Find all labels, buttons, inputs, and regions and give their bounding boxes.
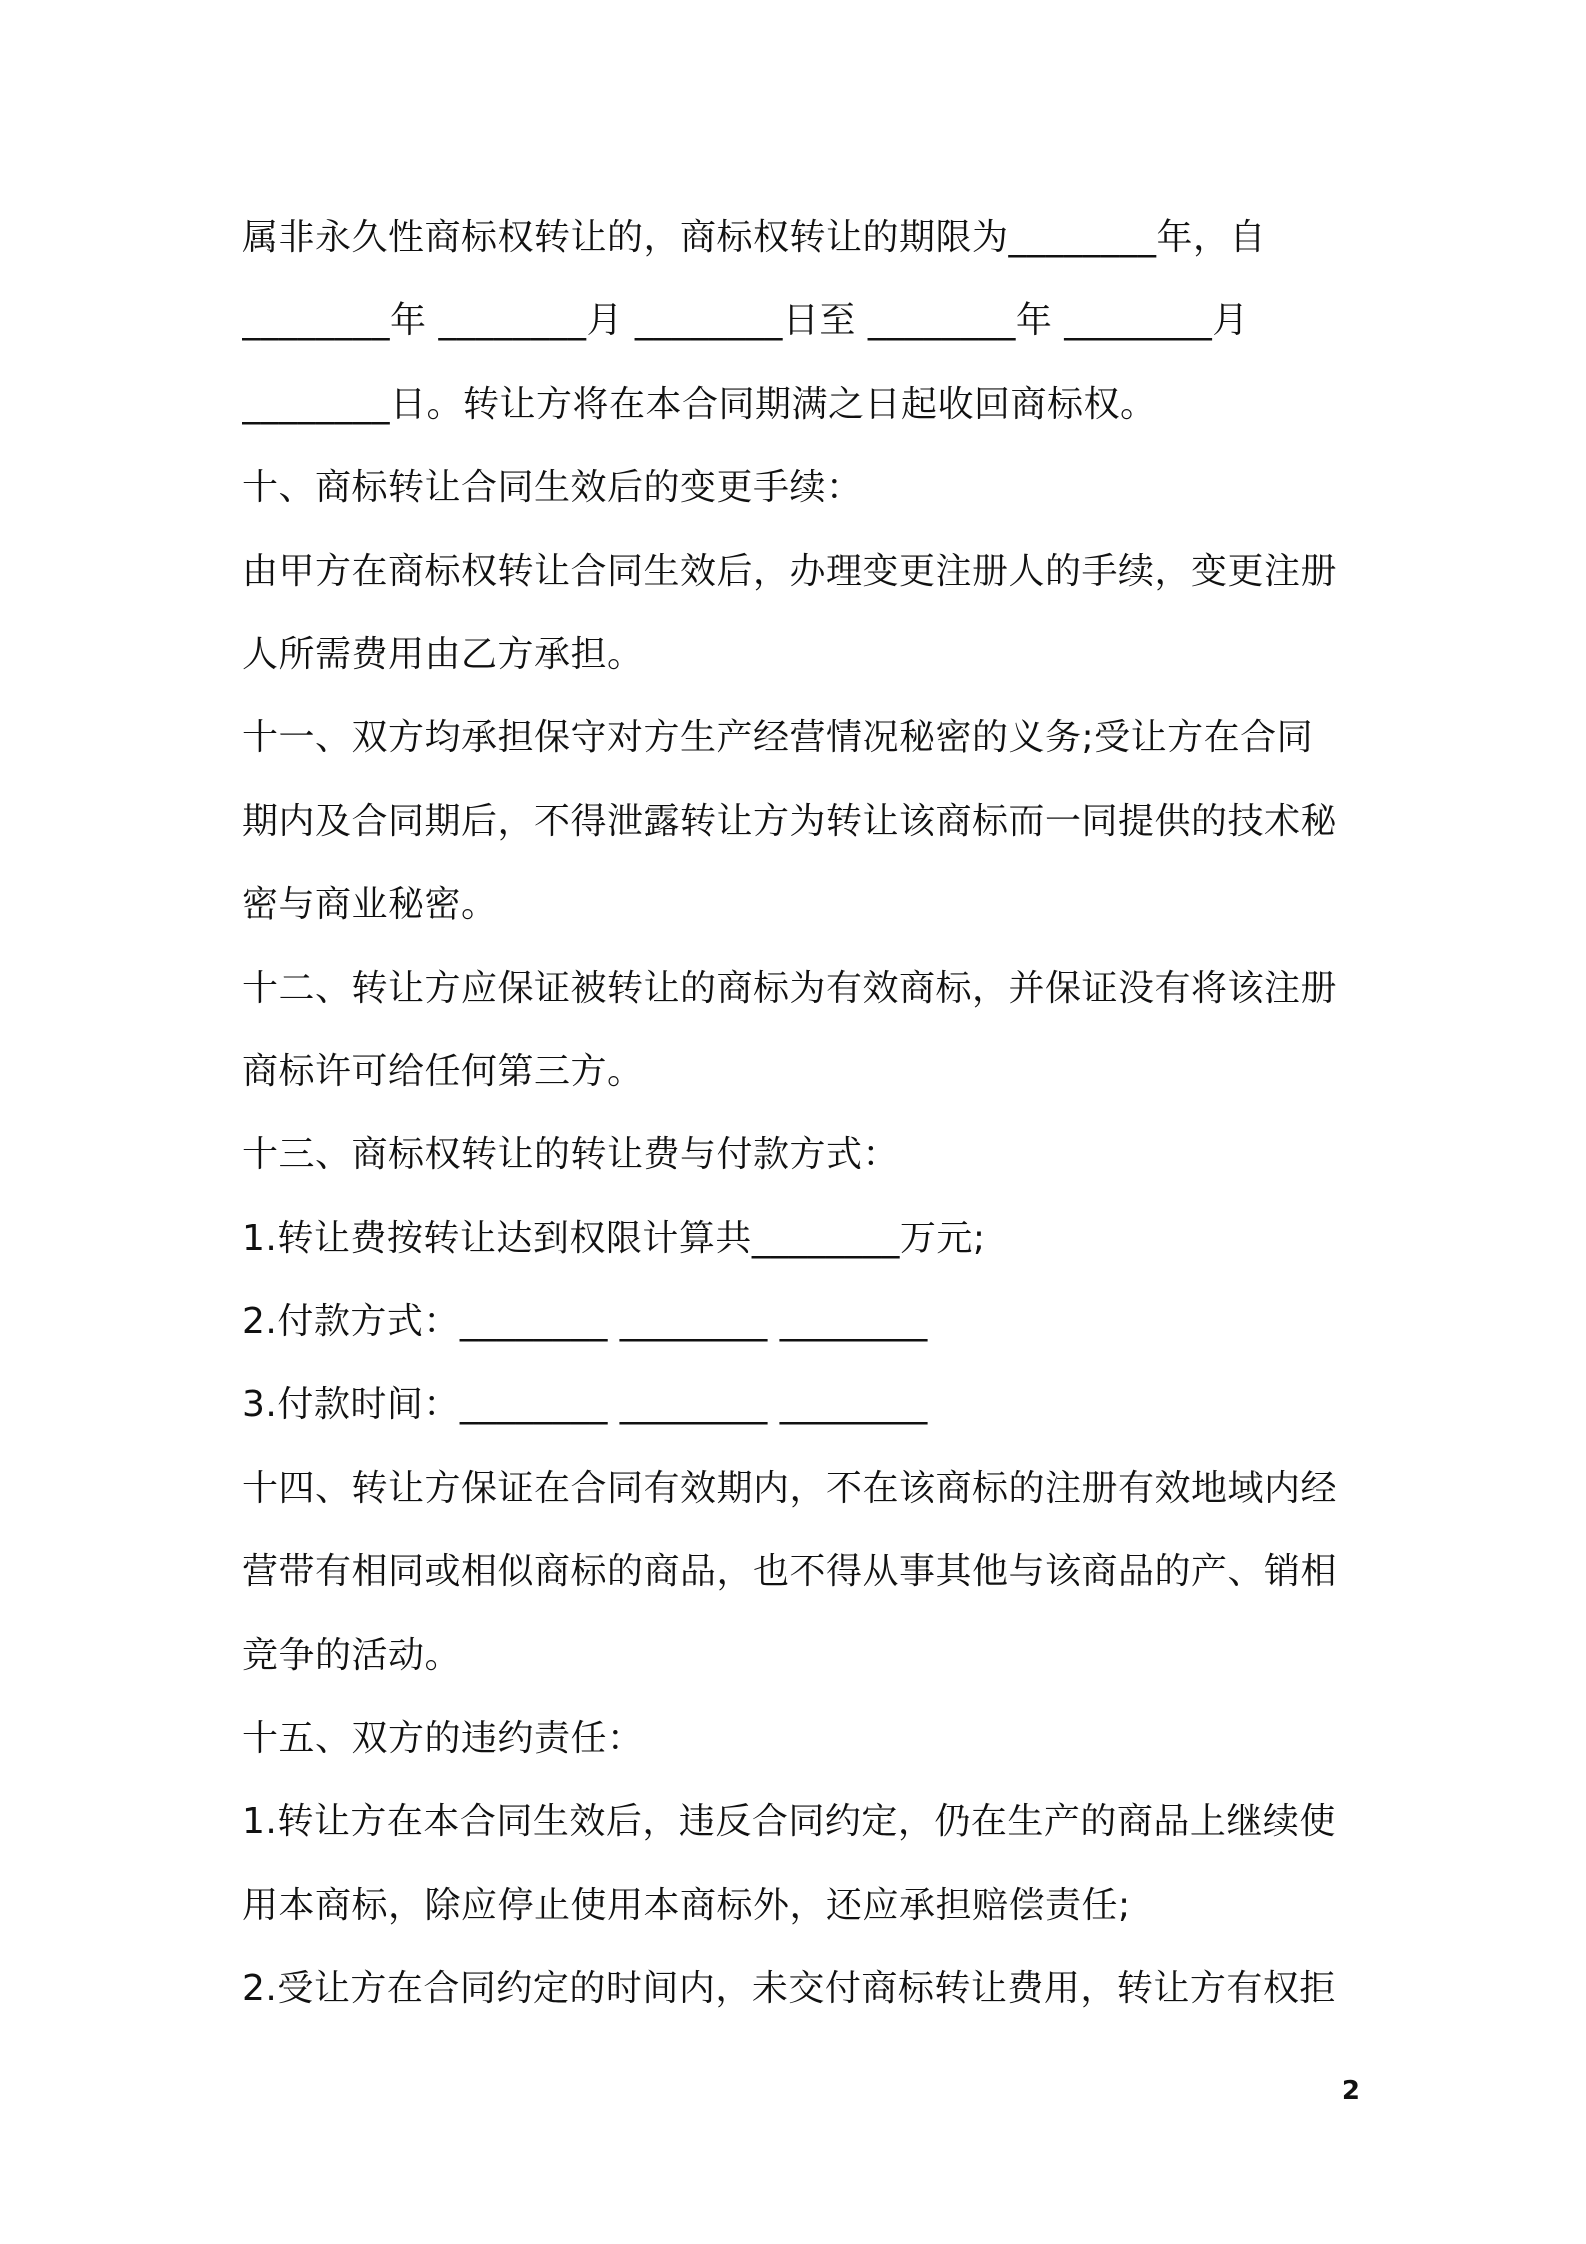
section-heading-13: 十三、商标权转让的转让费与付款方式： — [242, 1134, 900, 1176]
text-line: 属非永久性商标权转让的，商标权转让的期限为________年，自 — [242, 217, 1267, 258]
text-line: 营带有相同或相似商标的商品，也不得从事其他与该商品的产、销相 — [242, 1551, 1338, 1593]
text-line: 由甲方在商标权转让合同生效后，办理变更注册人的手续，变更注册 — [242, 550, 1338, 592]
section-heading-15: 十五、双方的违约责任： — [242, 1718, 644, 1760]
text-line: 商标许可给任何第三方。 — [242, 1050, 644, 1092]
text-line: 1.转让方在本合同生效后，违反合同约定，仍在生产的商品上继续使 — [242, 1801, 1336, 1843]
contract-body — [242, 196, 1362, 2031]
text-line: 2.受让方在合同约定的时间内，未交付商标转让费用，转让方有权拒 — [242, 1968, 1336, 2010]
section-heading-11: 十一、双方均承担保守对方生产经营情况秘密的义务;受让方在合同 — [242, 717, 1314, 759]
section-heading-12: 十二、转让方应保证被转让的商标为有效商标，并保证没有将该注册 — [242, 967, 1338, 1009]
text-line: 3.付款时间：________ ________ ________ — [242, 1384, 928, 1426]
text-line: ________年 ________月 ________日至 ________年 ________月 — [242, 300, 1249, 342]
page-number: 2 — [1341, 2076, 1360, 2106]
text-line: 密与商业秘密。 — [242, 884, 498, 926]
text-line: 用本商标，除应停止使用本商标外，还应承担赔偿责任; — [242, 1884, 1131, 1926]
section-heading-14: 十四、转让方保证在合同有效期内，不在该商标的注册有效地域内经 — [242, 1467, 1338, 1509]
text-line: 2.付款方式：________ ________ ________ — [242, 1301, 928, 1343]
text-line: 期内及合同期后，不得泄露转让方为转让该商标而一同提供的技术秘 — [242, 800, 1338, 842]
text-line: 1.转让费按转让达到权限计算共________万元; — [242, 1217, 986, 1259]
section-heading-10: 十、商标转让合同生效后的变更手续： — [242, 467, 863, 509]
text-line: 人所需费用由乙方承担。 — [242, 633, 644, 675]
text-line: 竞争的活动。 — [242, 1634, 462, 1676]
text-line: ________日。转让方将在本合同期满之日起收回商标权。 — [242, 383, 1157, 425]
